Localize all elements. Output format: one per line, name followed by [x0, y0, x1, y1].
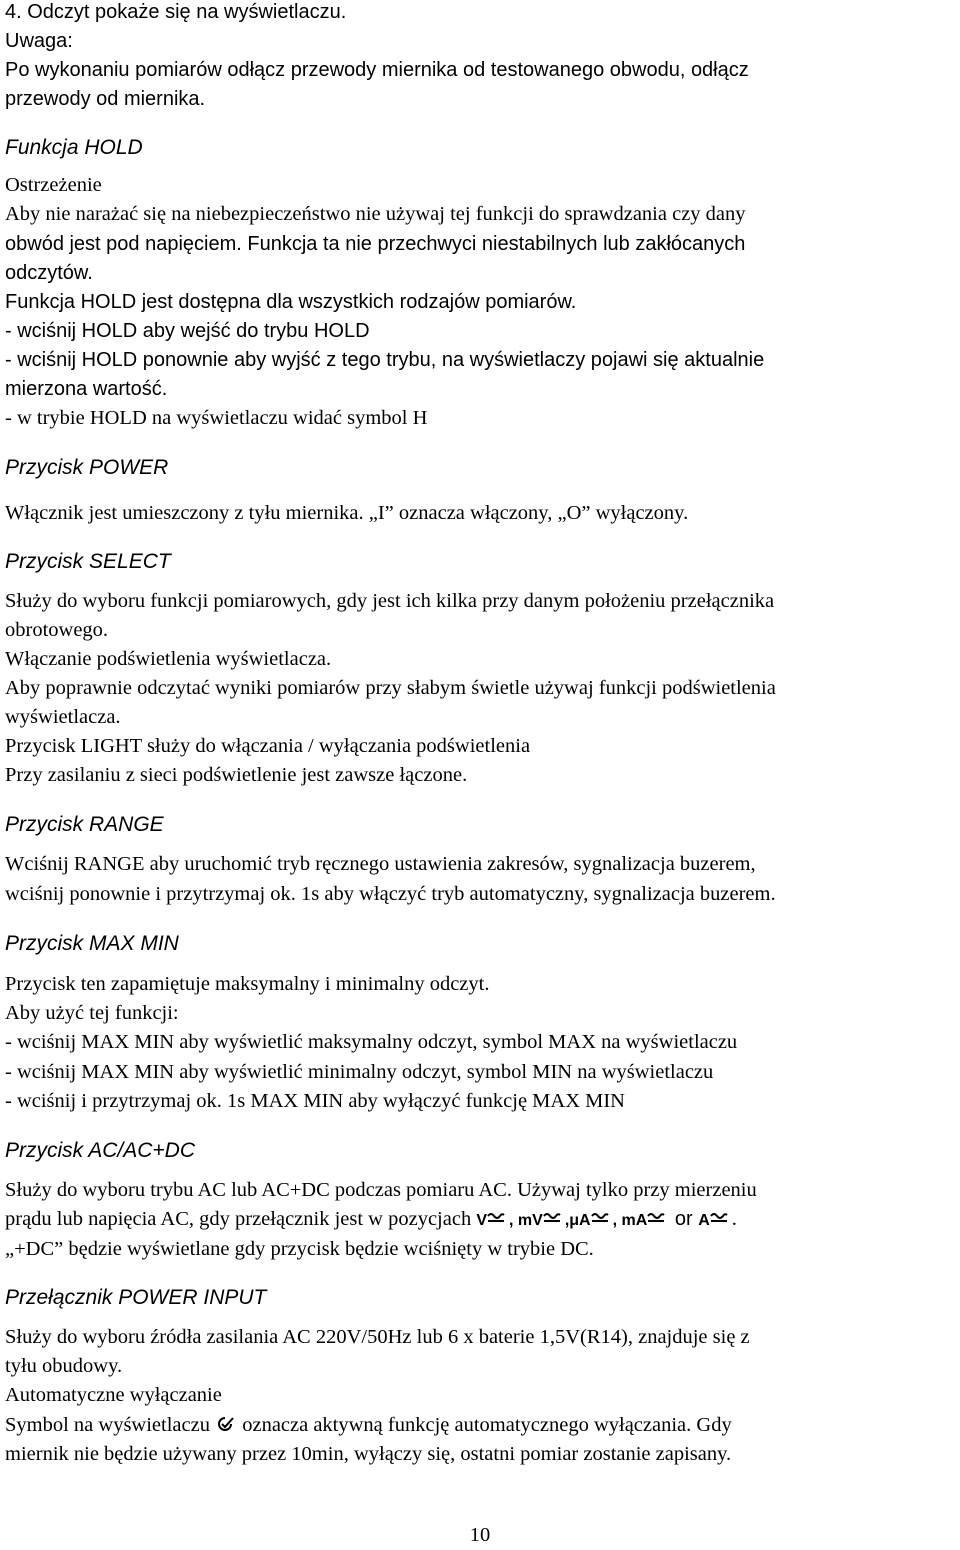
text-line: Uwaga:: [5, 30, 73, 52]
text-line: Po wykonaniu pomiarów odłącz przewody miernika od testowanego obwodu, odłącz: [5, 59, 749, 81]
auto-off-line: [5, 1413, 732, 1437]
text-line: Aby poprawnie odczytać wyniki pomiarów przy słabym świetle używaj funkcji podświetlenia: [5, 677, 776, 699]
ac-wave-icon: [710, 1212, 728, 1224]
range-symbol-ma: mA: [621, 1212, 648, 1229]
section-heading: Przycisk RANGE: [5, 813, 164, 836]
ac-wave-icon: [543, 1212, 561, 1224]
text-line: obwód jest pod napięciem. Funkcja ta nie przechwyci niestabilnych lub zakłócanych: [5, 233, 746, 255]
text-line: 4. Odczyt pokaże się na wyświetlaczu.: [5, 1, 347, 23]
text-line: miernik nie będzie używany przez 10min, wyłączy się, ostatni pomiar zostanie zapisany.: [5, 1443, 732, 1465]
text-line: - wciśnij MAX MIN aby wyświetlić minimalny odczyt, symbol MIN na wyświetlaczu: [5, 1061, 714, 1083]
text-fragment: prądu lub napięcia AC, gdy przełącznik jest w pozycjach: [5, 1208, 477, 1230]
text-line: Służy do wyboru funkcji pomiarowych, gdy jest ich kilka przy danym położeniu przełącznika: [5, 590, 775, 612]
text-line: - w trybie HOLD na wyświetlaczu widać symbol H: [5, 407, 428, 429]
text-line: Funkcja HOLD jest dostępna dla wszystkich rodzajów pomiarów.: [5, 291, 577, 313]
text-line: Wciśnij RANGE aby uruchomić tryb ręcznego ustawienia zakresów, sygnalizacja buzerem,: [5, 853, 756, 875]
section-heading: Przycisk MAX MIN: [5, 932, 179, 955]
text-line: odczytów.: [5, 262, 93, 284]
ac-wave-icon: [487, 1212, 505, 1224]
text-line: Przycisk LIGHT służy do włączania / wyłączania podświetlenia: [5, 735, 531, 757]
text-line: Włącznik jest umieszczony z tyłu miernika. „I” oznacza włączony, „O” wyłączony.: [5, 502, 689, 524]
text-line: - wciśnij HOLD aby wejść do trybu HOLD: [5, 320, 370, 342]
text-line: Aby nie narażać się na niebezpieczeństwo nie używaj tej funkcji do sprawdzania czy dany: [5, 203, 746, 225]
section-heading: Przełącznik POWER INPUT: [5, 1286, 267, 1309]
auto-power-off-icon: [217, 1415, 235, 1433]
text-line: - wciśnij MAX MIN aby wyświetlić maksymalny odczyt, symbol MAX na wyświetlaczu: [5, 1031, 738, 1053]
text-line: tyłu obudowy.: [5, 1355, 123, 1377]
text-line: wciśnij ponownie i przytrzymaj ok. 1s aby włączyć tryb automatyczny, sygnalizacja buzerem.: [5, 883, 776, 905]
text-line: wyświetlacza.: [5, 706, 121, 728]
separator: ,: [564, 1212, 570, 1229]
ac-wave-icon: [647, 1212, 665, 1224]
section-heading: Przycisk SELECT: [5, 550, 171, 573]
section-heading: Przycisk POWER: [5, 456, 169, 479]
ac-wave-icon: [591, 1212, 609, 1224]
text-line: Ostrzeżenie: [5, 174, 102, 196]
range-symbol-ua: μA: [569, 1212, 591, 1229]
separator: ,: [612, 1212, 622, 1229]
text-line: Włączanie podświetlenia wyświetlacza.: [5, 648, 332, 670]
text-line: obrotowego.: [5, 619, 109, 641]
separator: ,: [509, 1212, 518, 1229]
text-line: Automatyczne wyłączanie: [5, 1384, 222, 1406]
text-line: przewody od miernika.: [5, 88, 206, 110]
period: .: [731, 1208, 737, 1230]
text-line: Służy do wyboru trybu AC lub AC+DC podczas pomiaru AC. Używaj tylko przy mierzeniu: [5, 1179, 757, 1201]
text-fragment: Symbol na wyświetlaczu: [5, 1414, 216, 1436]
text-line: Przycisk ten zapamiętuje maksymalny i minimalny odczyt.: [5, 973, 490, 995]
or-word: or: [669, 1208, 699, 1230]
range-symbol-v: V: [476, 1212, 488, 1229]
text-line: Służy do wyboru źródła zasilania AC 220V/50Hz lub 6 x baterie 1,5V(R14), znajduje się z: [5, 1326, 750, 1348]
text-line: Aby użyć tej funkcji:: [5, 1002, 179, 1024]
range-symbol-a: A: [698, 1212, 710, 1229]
text-line: - wciśnij HOLD ponownie aby wyjść z tego trybu, na wyświetlaczy pojawi się aktualnie: [5, 349, 765, 371]
text-line: mierzona wartość.: [5, 378, 168, 400]
section-heading: Funkcja HOLD: [5, 136, 143, 159]
section-heading: Przycisk AC/AC+DC: [5, 1139, 195, 1162]
text-line: Przy zasilaniu z sieci podświetlenie jest zawsze łączone.: [5, 764, 468, 786]
text-fragment: oznacza aktywną funkcję automatycznego wyłączania. Gdy: [237, 1414, 732, 1436]
text-line: „+DC” będzie wyświetlane gdy przycisk będzie wciśnięty w trybie DC.: [5, 1238, 594, 1260]
text-line: - wciśnij i przytrzymaj ok. 1s MAX MIN aby wyłączyć funkcję MAX MIN: [5, 1090, 625, 1112]
ac-positions-line: [5, 1207, 737, 1233]
page-number: 10: [469, 1524, 491, 1546]
range-symbol-mv: mV: [517, 1212, 543, 1229]
